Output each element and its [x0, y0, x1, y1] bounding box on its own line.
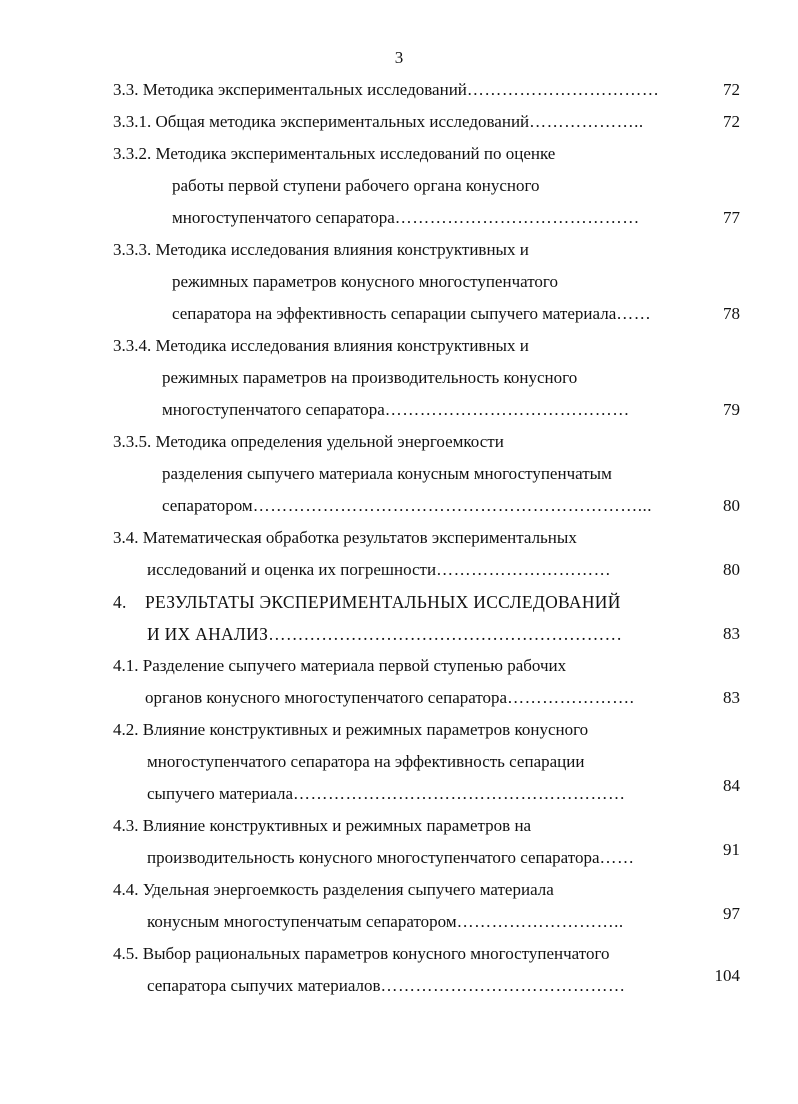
- entry-title-continuation: многоступенчатого сепаратора……………………………………: [172, 208, 640, 227]
- entry-number: 4.: [113, 592, 127, 612]
- entry-title: Удельная энергоемкость разделения сыпучего материала: [142, 880, 554, 899]
- entry-title: Методика исследования влияния конструктивных и: [155, 336, 529, 355]
- entry-page: 83: [723, 624, 740, 643]
- entry-page: 80: [723, 560, 740, 579]
- entry-leader: ……………………………………………………: [268, 624, 623, 644]
- entry-title-continuation: работы первой ступени рабочего органа конусного: [172, 176, 540, 195]
- toc-entry-3-3-1: [113, 112, 644, 132]
- entry-number: 3.3.1.: [113, 112, 152, 131]
- entry-number: 3.3.5.: [113, 432, 152, 451]
- entry-leader: ……: [599, 848, 635, 867]
- entry-title-continuation: разделения сыпучего материала конусным многоступенчатым: [162, 464, 612, 483]
- entry-leader: ……………………………: [466, 80, 660, 99]
- toc-entry-4-3: [113, 816, 531, 836]
- entry-number: 4.5.: [113, 944, 139, 963]
- toc-chapter-4: [113, 592, 621, 612]
- toc-entry-3-3-3: [113, 240, 529, 260]
- entry-title: Выбор рациональных параметров конусного многоступенчатого: [142, 944, 610, 963]
- entry-title: Методика исследования влияния конструктивных и: [155, 240, 529, 259]
- entry-leader: ……………………………………: [380, 976, 626, 995]
- entry-title: Методика экспериментальных исследований: [142, 80, 467, 99]
- entry-leader: ……………………………………: [394, 208, 640, 227]
- entry-leader: ………………………..: [456, 912, 624, 931]
- entry-title: Влияние конструктивных и режимных параметров конусного: [142, 720, 589, 739]
- toc-entry-4-2: [113, 720, 588, 740]
- entry-title-continuation: конусным многоступенчатым сепаратором………………………..: [147, 912, 624, 931]
- entry-leader: ………………..: [529, 112, 644, 131]
- entry-leader: …………………………………………………………...: [252, 496, 652, 515]
- entry-title-continuation: сыпучего материала…………………………………………………: [147, 784, 626, 803]
- entry-page: 91: [723, 840, 740, 859]
- page-number: 3: [394, 48, 404, 67]
- entry-number: 4.1.: [113, 656, 139, 675]
- entry-title-continuation: многоступенчатого сепаратора……………………………………: [162, 400, 630, 419]
- entry-page: 77: [723, 208, 740, 227]
- toc-entry-4-5: [113, 944, 610, 964]
- toc-entry-3-4: [113, 528, 577, 548]
- entry-title: Общая методика экспериментальных исследований: [155, 112, 530, 131]
- toc-entry-3-3-2: [113, 144, 555, 164]
- entry-number: 3.3.4.: [113, 336, 152, 355]
- entry-title: РЕЗУЛЬТАТЫ ЭКСПЕРИМЕНТАЛЬНЫХ ИССЛЕДОВАНИЙ: [145, 592, 621, 612]
- entry-title: Методика определения удельной энергоемкости: [155, 432, 504, 451]
- entry-title-continuation: режимных параметров на производительность конусного: [162, 368, 578, 387]
- entry-title-continuation: органов конусного многоступенчатого сепаратора………………….: [145, 688, 635, 707]
- entry-title: Разделение сыпучего материала первой ступенью рабочих: [142, 656, 567, 675]
- entry-leader: ……………………………………: [384, 400, 630, 419]
- entry-title-continuation: исследований и оценка их погрешности…………………………: [147, 560, 612, 579]
- toc-entry-3-3: [113, 80, 659, 100]
- entry-title: Математическая обработка результатов экспериментальных: [142, 528, 577, 547]
- toc-entry-4-4: [113, 880, 554, 900]
- entry-title-continuation: сепаратора на эффективность сепарации сыпучего материала……: [172, 304, 652, 323]
- entry-page: 97: [723, 904, 740, 923]
- entry-page: 80: [723, 496, 740, 515]
- entry-title: Влияние конструктивных и режимных параметров на: [142, 816, 532, 835]
- entry-number: 4.3.: [113, 816, 139, 835]
- entry-page: 78: [723, 304, 740, 323]
- entry-number: 3.3.3.: [113, 240, 152, 259]
- entry-number: 4.2.: [113, 720, 139, 739]
- entry-number: 3.4.: [113, 528, 139, 547]
- entry-title-continuation: сепаратора сыпучих материалов……………………………………: [147, 976, 626, 995]
- entry-title-continuation: производительность конусного многоступенчатого сепаратора……: [147, 848, 635, 867]
- entry-title: Методика экспериментальных исследований по оценке: [155, 144, 556, 163]
- toc-entry-3-3-4: [113, 336, 529, 356]
- entry-title-continuation: сепаратором…………………………………………………………...: [162, 496, 652, 515]
- entry-page: 72: [723, 80, 740, 99]
- entry-number: 3.3.: [113, 80, 139, 99]
- entry-leader: …………………………………………………: [293, 784, 626, 803]
- entry-title-continuation: режимных параметров конусного многоступенчатого: [172, 272, 558, 291]
- entry-page: 83: [723, 688, 740, 707]
- entry-number: 3.3.2.: [113, 144, 152, 163]
- toc-entry-3-3-5: [113, 432, 504, 452]
- entry-number: 4.4.: [113, 880, 139, 899]
- toc-entry-4-1: [113, 656, 566, 676]
- entry-page: 72: [723, 112, 740, 131]
- entry-leader: ……: [616, 304, 652, 323]
- entry-page: 104: [714, 966, 740, 985]
- entry-leader: ………………….: [507, 688, 635, 707]
- entry-page: 79: [723, 400, 740, 419]
- entry-page: 84: [723, 776, 740, 795]
- entry-title-continuation: И ИХ АНАЛИЗ……………………………………………………: [147, 624, 623, 644]
- entry-leader: …………………………: [436, 560, 612, 579]
- entry-title-continuation: многоступенчатого сепаратора на эффективность сепарации: [147, 752, 585, 771]
